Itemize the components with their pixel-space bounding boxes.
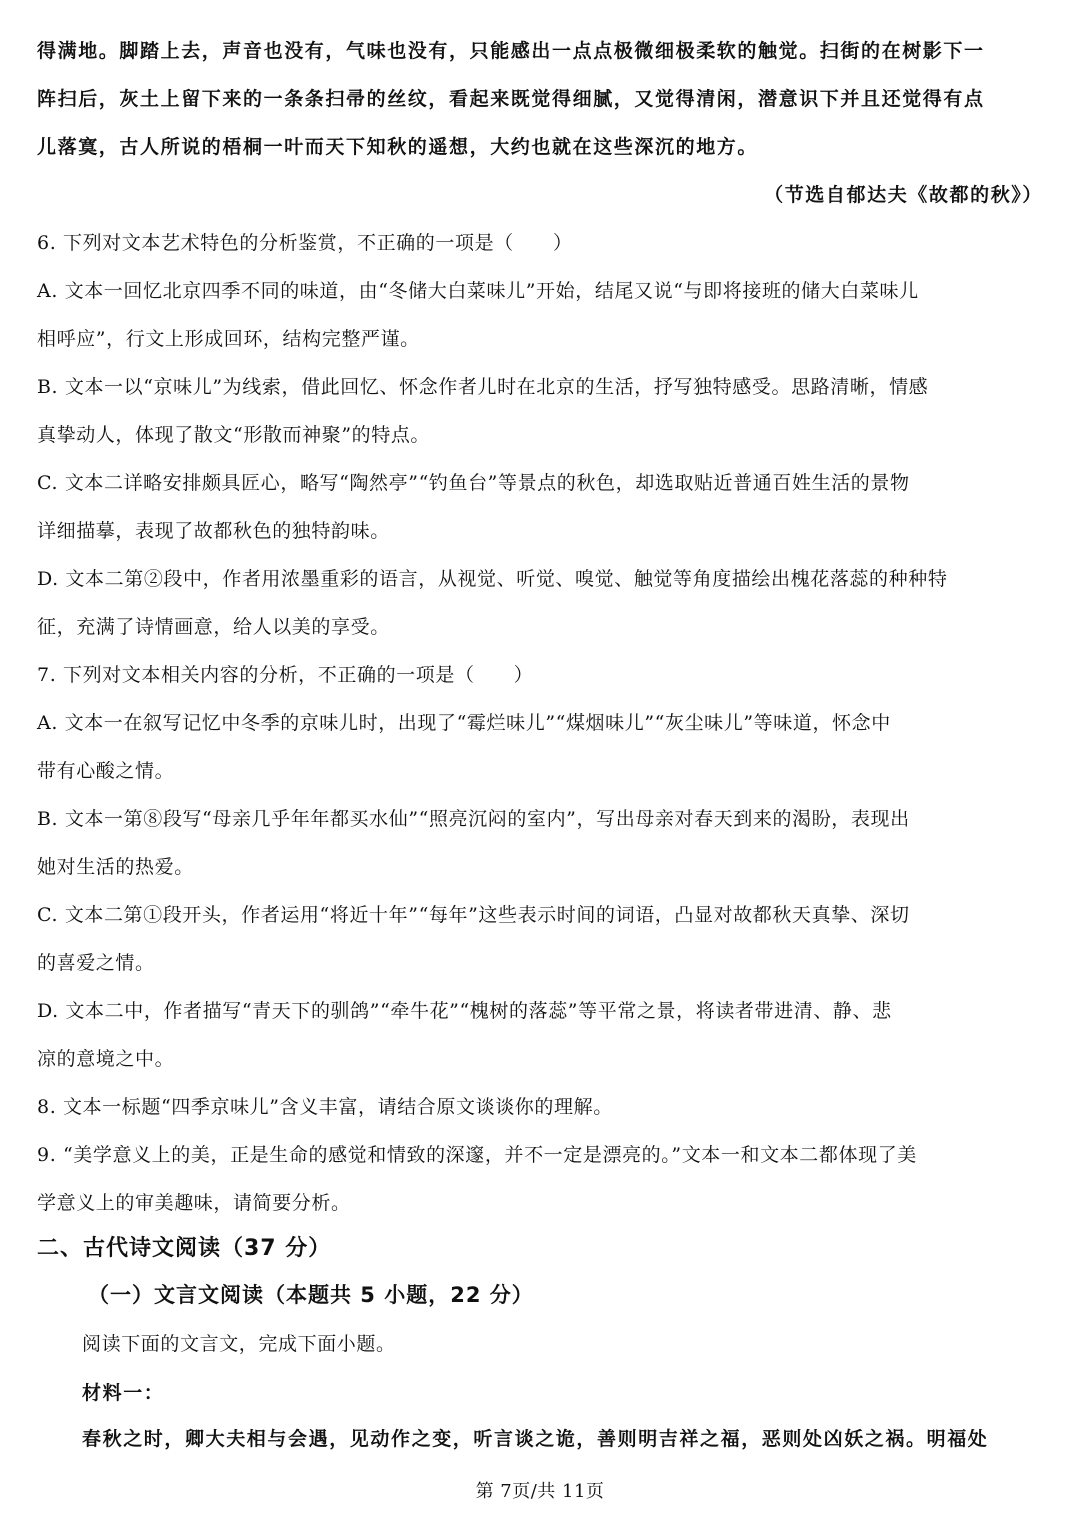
q7-option-c-line-2: 的喜爱之情。 bbox=[37, 952, 155, 974]
q7-stem: 7. 下列对文本相关内容的分析，不正确的一项是（ ） bbox=[37, 664, 534, 686]
q6-stem: 6. 下列对文本艺术特色的分析鉴赏，不正确的一项是（ ） bbox=[37, 232, 573, 254]
passage-line-2: 阵扫后，灰土上留下来的一条条扫帚的丝纹，看起来既觉得细腻，又觉得清闲，潜意识下并且还觉得有点 bbox=[37, 88, 985, 110]
material-line-1: 春秋之时，卿大夫相与会遇，见动作之变，听言谈之诡，善则明吉祥之福，恶则处凶妖之祸。明福处 bbox=[82, 1428, 989, 1450]
q6-option-d-line-2: 征，充满了诗情画意，给人以美的享受。 bbox=[37, 616, 390, 638]
q9-line-2: 学意义上的审美趣味，请简要分析。 bbox=[37, 1192, 351, 1214]
q7-option-d-line-1: D. 文本二中，作者描写“青天下的驯鸽”“牵牛花”“槐树的落蕊”等平常之景，将读者带进清、静、悲 bbox=[37, 1000, 892, 1022]
q6-option-c-line-1: C. 文本二详略安排颇具匠心，略写“陶然亭”“钓鱼台”等景点的秋色，却选取贴近普通百姓生活的景物 bbox=[37, 472, 910, 494]
passage-line-3: 儿落寞，古人所说的梧桐一叶而天下知秋的遥想，大约也就在这些深沉的地方。 bbox=[37, 136, 759, 158]
q9-line-1: 9. “美学意义上的美，正是生命的感觉和情致的深邃，并不一定是漂亮的。”文本一和文本二都体现了美 bbox=[37, 1144, 917, 1166]
q6-option-c-line-2: 详细描摹，表现了故都秋色的独特韵味。 bbox=[37, 520, 390, 542]
passage-line-1: 得满地。脚踏上去，声音也没有，气味也没有，只能感出一点点极微细极柔软的触觉。扫街的在树影下一 bbox=[37, 40, 985, 62]
q7-option-d-line-2: 凉的意境之中。 bbox=[37, 1048, 175, 1070]
q8-text: 8. 文本一标题“四季京味儿”含义丰富，请结合原文谈谈你的理解。 bbox=[37, 1096, 613, 1118]
q7-option-b-line-1: B. 文本一第⑧段写“母亲几乎年年都买水仙”“照亮沉闷的室内”，写出母亲对春天到来的渴盼，表现出 bbox=[37, 808, 910, 830]
material-label: 材料一： bbox=[82, 1382, 165, 1404]
reading-instruction: 阅读下面的文言文，完成下面小题。 bbox=[82, 1333, 396, 1355]
section-title: 二、古代诗文阅读（37 分） bbox=[37, 1236, 332, 1261]
q6-option-a-line-2: 相呼应”，行文上形成回环，结构完整严谨。 bbox=[37, 328, 420, 350]
section-subtitle: （一）文言文阅读（本题共 5 小题，22 分） bbox=[88, 1283, 534, 1307]
q6-option-b-line-1: B. 文本一以“京味儿”为线索，借此回忆、怀念作者儿时在北京的生活，抒写独特感受。思路清晰，情感 bbox=[37, 376, 929, 398]
page-number: 第 7页/共 11页 bbox=[475, 1481, 605, 1502]
q6-option-a-line-1: A. 文本一回忆北京四季不同的味道，由“冬储大白菜味儿”开始，结尾又说“与即将接班的储大白菜味儿 bbox=[37, 280, 919, 302]
q7-option-a-line-1: A. 文本一在叙写记忆中冬季的京味儿时，出现了“霉烂味儿”“煤烟味儿”“灰尘味儿”等味道，怀念中 bbox=[37, 712, 891, 734]
q6-option-d-line-1: D. 文本二第②段中，作者用浓墨重彩的语言，从视觉、听觉、嗅觉、触觉等角度描绘出槐花落蕊的种种特 bbox=[37, 568, 948, 590]
q6-option-b-line-2: 真挚动人，体现了散文“形散而神聚”的特点。 bbox=[37, 424, 431, 446]
q7-option-b-line-2: 她对生活的热爱。 bbox=[37, 856, 194, 878]
passage-source: （节选自郁达夫《故都的秋》） bbox=[764, 184, 1043, 206]
q7-option-a-line-2: 带有心酸之情。 bbox=[37, 760, 175, 782]
q7-option-c-line-1: C. 文本二第①段开头，作者运用“将近十年”“每年”这些表示时间的词语，凸显对故都秋天真挚、深切 bbox=[37, 904, 910, 926]
